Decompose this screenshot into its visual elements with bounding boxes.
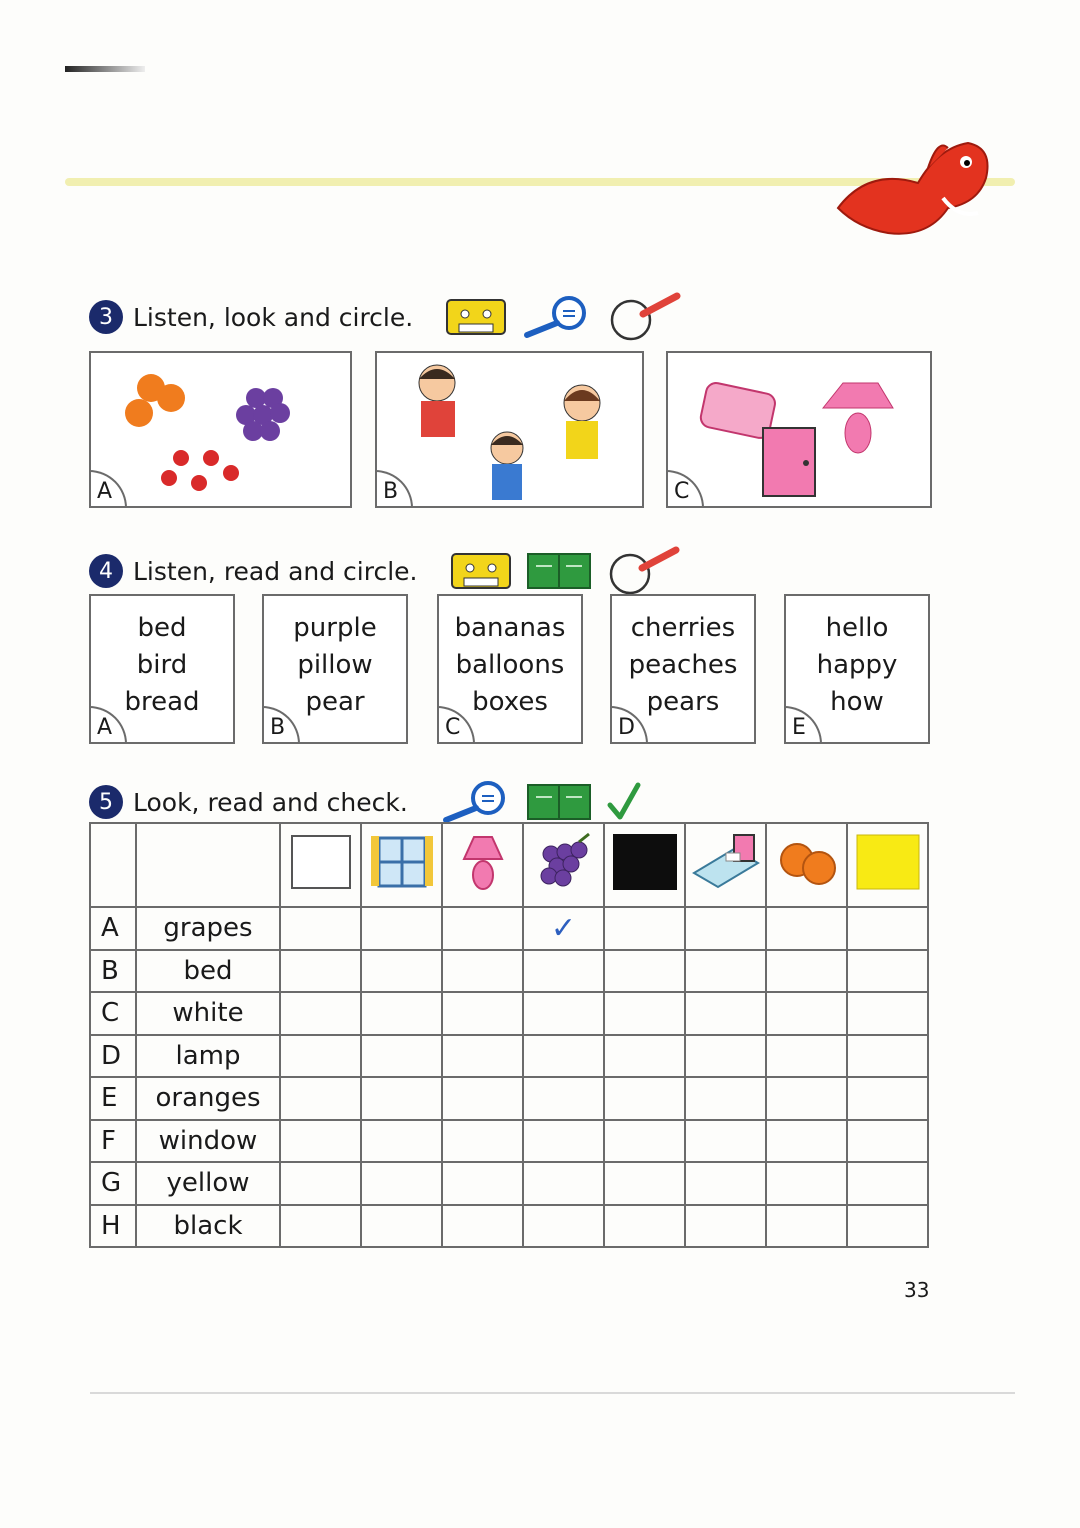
- ex3-box-a-letter: A: [89, 470, 127, 508]
- children-illustration-icon: [377, 353, 642, 506]
- check-cell[interactable]: [523, 992, 604, 1035]
- ex4-word: bananas: [454, 613, 566, 643]
- check-cell[interactable]: [685, 1120, 766, 1163]
- ex4-word: hello: [825, 613, 889, 643]
- black-square-icon: [609, 830, 681, 894]
- check-cell[interactable]: [604, 1077, 685, 1120]
- magnifier-icon: [521, 295, 593, 339]
- bottom-divider: [90, 1392, 1015, 1394]
- check-cell[interactable]: [523, 1035, 604, 1078]
- check-cell[interactable]: [361, 1035, 442, 1078]
- ex4-word: cherries: [630, 613, 736, 643]
- check-cell[interactable]: [523, 1205, 604, 1248]
- check-cell[interactable]: [847, 950, 928, 993]
- check-cell[interactable]: [604, 950, 685, 993]
- page-number: 33: [904, 1278, 930, 1302]
- exercise-3-number: 3: [89, 300, 123, 334]
- cassette-icon: [445, 298, 507, 336]
- check-cell[interactable]: [685, 1205, 766, 1248]
- check-cell[interactable]: [523, 1120, 604, 1163]
- row-word: white: [136, 992, 280, 1035]
- ex4-box-a[interactable]: [89, 594, 235, 744]
- exercise-5-number: 5: [89, 785, 123, 819]
- room-items-illustration-icon: [668, 353, 930, 506]
- column-oranges: [766, 823, 847, 907]
- grapes-icon: [531, 832, 597, 892]
- check-cell[interactable]: [847, 1077, 928, 1120]
- column-grapes: [523, 823, 604, 907]
- row-letter: C: [90, 992, 136, 1035]
- check-cell[interactable]: [361, 950, 442, 993]
- check-cell[interactable]: [766, 1035, 847, 1078]
- ex4-word: balloons: [455, 650, 565, 680]
- check-cell[interactable]: [442, 950, 523, 993]
- lamp-icon: [450, 829, 516, 895]
- ex4-word: peaches: [628, 650, 738, 680]
- check-cell[interactable]: [766, 1077, 847, 1120]
- magnifier-icon: [440, 780, 512, 824]
- table-row: [90, 907, 928, 950]
- check-cell[interactable]: [685, 1077, 766, 1120]
- check-table: [89, 822, 929, 1248]
- exercise-5-instruction: Look, read and check.: [133, 787, 408, 817]
- column-lamp: [442, 823, 523, 907]
- check-cell[interactable]: [523, 1077, 604, 1120]
- ex4-box-a-letter: A: [89, 706, 127, 744]
- ex4-word: boxes: [472, 687, 548, 717]
- row-word: window: [136, 1120, 280, 1163]
- check-cell[interactable]: [847, 992, 928, 1035]
- check-cell[interactable]: [847, 1035, 928, 1078]
- check-cell[interactable]: [523, 950, 604, 993]
- check-cell[interactable]: [280, 907, 361, 950]
- cassette-icon: [450, 552, 512, 590]
- ex3-box-b-letter: B: [375, 470, 413, 508]
- table-row: [90, 1162, 928, 1205]
- row-letter: A: [90, 907, 136, 950]
- table-header-row: [90, 823, 928, 907]
- check-cell[interactable]: [604, 1035, 685, 1078]
- ex4-word: purple: [293, 613, 377, 643]
- row-word: lamp: [136, 1035, 280, 1078]
- ex4-word: pears: [646, 687, 720, 717]
- check-cell[interactable]: [685, 1035, 766, 1078]
- row-word: yellow: [136, 1162, 280, 1205]
- ex3-box-b[interactable]: [375, 351, 644, 508]
- check-cell[interactable]: [361, 1205, 442, 1248]
- check-cell[interactable]: [280, 1120, 361, 1163]
- check-cell[interactable]: [766, 1120, 847, 1163]
- check-cell[interactable]: [847, 1120, 928, 1163]
- ex4-word: how: [830, 687, 884, 717]
- ex4-box-e-letter: E: [784, 706, 822, 744]
- check-cell[interactable]: [604, 1162, 685, 1205]
- window-icon: [369, 832, 435, 892]
- table-row: [90, 992, 928, 1035]
- check-cell[interactable]: [442, 1205, 523, 1248]
- column-black: [604, 823, 685, 907]
- row-letter: D: [90, 1035, 136, 1078]
- check-cell[interactable]: [280, 1162, 361, 1205]
- row-word: black: [136, 1205, 280, 1248]
- check-cell[interactable]: [604, 992, 685, 1035]
- circle-pen-icon: [607, 292, 683, 342]
- ex3-box-c[interactable]: [666, 351, 932, 508]
- bed-icon: [690, 829, 762, 895]
- row-word: bed: [136, 950, 280, 993]
- check-cell[interactable]: [685, 992, 766, 1035]
- column-yellow: [847, 823, 928, 907]
- ex4-word: bed: [137, 613, 187, 643]
- check-cell[interactable]: [685, 950, 766, 993]
- book-icon: [526, 552, 592, 590]
- row-letter: G: [90, 1162, 136, 1205]
- white-square-icon: [288, 832, 354, 892]
- check-cell[interactable]: [361, 907, 442, 950]
- check-cell[interactable]: [847, 1162, 928, 1205]
- check-cell[interactable]: [523, 1162, 604, 1205]
- row-word: oranges: [136, 1077, 280, 1120]
- ex4-box-b-letter: B: [262, 706, 300, 744]
- check-cell[interactable]: [766, 992, 847, 1035]
- check-cell[interactable]: [442, 1077, 523, 1120]
- table-row: [90, 950, 928, 993]
- table-row: [90, 1077, 928, 1120]
- exercise-4-number: 4: [89, 554, 123, 588]
- ex4-box-e[interactable]: [784, 594, 930, 744]
- exercise-5-title: [89, 780, 642, 824]
- exercise-3-title: [89, 292, 683, 342]
- ex3-box-a[interactable]: [89, 351, 352, 508]
- exercise-4-instruction: Listen, read and circle.: [133, 556, 418, 586]
- column-white: [280, 823, 361, 907]
- check-cell[interactable]: [280, 950, 361, 993]
- table-row: [90, 1120, 928, 1163]
- row-letter: F: [90, 1120, 136, 1163]
- dragon-mascot-icon: [828, 128, 993, 243]
- ex4-box-d-letter: D: [610, 706, 648, 744]
- check-cell[interactable]: [604, 1120, 685, 1163]
- row-letter: E: [90, 1077, 136, 1120]
- ex4-word: pillow: [297, 650, 373, 680]
- fruits-illustration-icon: [91, 353, 350, 506]
- exercise-3-instruction: Listen, look and circle.: [133, 302, 414, 332]
- oranges-icon: [771, 832, 843, 892]
- check-mark: ✓: [550, 910, 577, 946]
- ex4-word: happy: [816, 650, 898, 680]
- check-cell[interactable]: [361, 1162, 442, 1205]
- corner-mark: [65, 66, 145, 72]
- yellow-square-icon: [853, 831, 923, 893]
- check-cell[interactable]: [361, 1077, 442, 1120]
- row-word: grapes: [136, 907, 280, 950]
- check-cell[interactable]: [523, 907, 604, 950]
- check-cell[interactable]: [766, 950, 847, 993]
- ex4-box-b[interactable]: [262, 594, 408, 744]
- check-cell[interactable]: [766, 1205, 847, 1248]
- ex4-word: bread: [124, 687, 200, 717]
- check-cell[interactable]: [766, 1162, 847, 1205]
- table-row: [90, 1205, 928, 1248]
- exercise-4-title: [89, 546, 682, 596]
- ex3-box-c-letter: C: [666, 470, 704, 508]
- ex4-word: pear: [305, 687, 365, 717]
- column-bed: [685, 823, 766, 907]
- check-cell[interactable]: [685, 907, 766, 950]
- check-cell[interactable]: [766, 907, 847, 950]
- column-window: [361, 823, 442, 907]
- check-icon: [606, 781, 642, 823]
- check-cell[interactable]: [280, 1077, 361, 1120]
- row-letter: H: [90, 1205, 136, 1248]
- row-letter: B: [90, 950, 136, 993]
- ex4-box-c-letter: C: [437, 706, 475, 744]
- check-cell[interactable]: [280, 992, 361, 1035]
- check-cell[interactable]: [604, 907, 685, 950]
- book-icon: [526, 783, 592, 821]
- check-cell[interactable]: [847, 907, 928, 950]
- check-cell[interactable]: [442, 907, 523, 950]
- check-cell[interactable]: [847, 1205, 928, 1248]
- check-cell[interactable]: [442, 1035, 523, 1078]
- table-row: [90, 1035, 928, 1078]
- ex4-word: bird: [136, 650, 188, 680]
- check-cell[interactable]: [442, 1120, 523, 1163]
- check-cell[interactable]: [280, 1205, 361, 1248]
- ex4-box-c[interactable]: [437, 594, 583, 744]
- check-cell[interactable]: [280, 1035, 361, 1078]
- check-cell[interactable]: [442, 1162, 523, 1205]
- check-cell[interactable]: [361, 992, 442, 1035]
- check-cell[interactable]: [442, 992, 523, 1035]
- check-cell[interactable]: [361, 1120, 442, 1163]
- circle-pen-icon: [606, 546, 682, 596]
- check-cell[interactable]: [685, 1162, 766, 1205]
- ex4-box-d[interactable]: [610, 594, 756, 744]
- check-cell[interactable]: [604, 1205, 685, 1248]
